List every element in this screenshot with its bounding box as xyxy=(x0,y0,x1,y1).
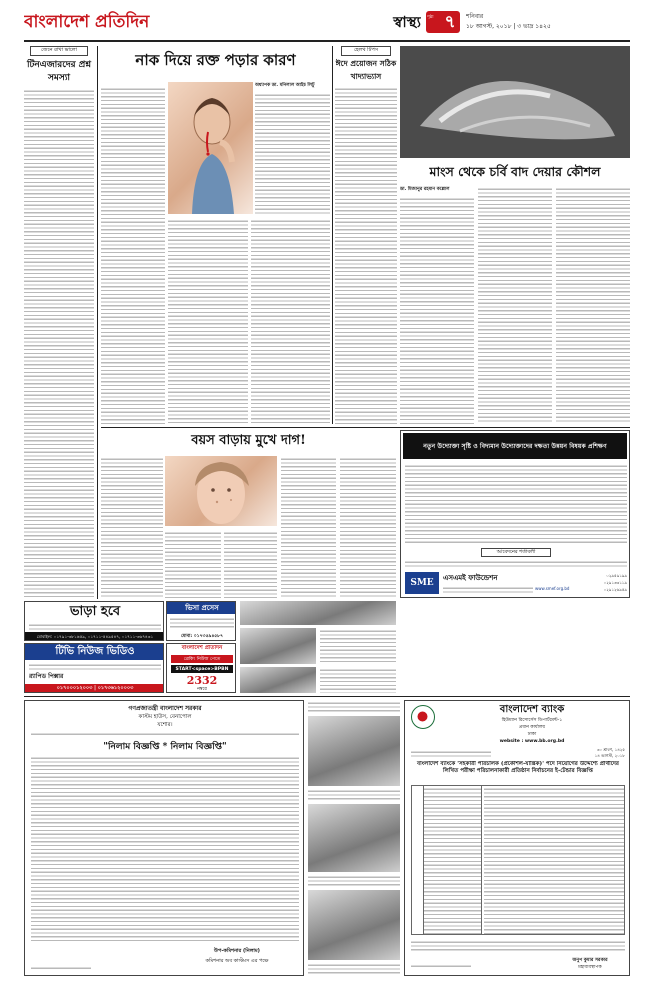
aging-article xyxy=(101,430,396,598)
customs-tender xyxy=(24,700,304,976)
bank-tender xyxy=(404,700,630,976)
brand-logo: বাংলাদেশ প্রতিদিন xyxy=(24,12,150,32)
sme-phone-3: ০২৯১২৬৯৫৯ xyxy=(603,587,627,592)
tvc-phone: ০১৭০০০১২০০৩ | ০১৭৩৬১২০০০৩ xyxy=(25,684,164,693)
lower-news-photo-3 xyxy=(308,890,400,960)
bank-date-2: ১৪ আগস্ট, ২০১৮ xyxy=(594,753,625,758)
rent-phone: মোবাইল: ০১৭৯১-৩৮১৬৫৯, ০১৭১১-৫৪৯৫৪৭, ০১৭১১-৩৬৭৪৩১ xyxy=(25,632,164,641)
visa-phone: মোবা: ০১৭৩৫৯৪৫৮৭ xyxy=(180,633,224,639)
bank-name: বাংলাদেশ ব্যাংক xyxy=(499,704,565,715)
bp-brand: বাংলাদেশ প্রতিদিন xyxy=(181,645,223,651)
aging-text-col-2 xyxy=(165,530,221,598)
face-photo xyxy=(165,456,277,526)
left-body-text xyxy=(24,88,94,599)
training-title: নতুন উদ্যোক্তা সৃষ্টি ও বিদ্যমান উদ্যোক্তাদের দক্ষতা উন্নয়ন বিষয়ক প্রশিক্ষণ xyxy=(403,433,627,459)
main-text-col-2 xyxy=(255,92,330,214)
page-number: ৭ xyxy=(444,12,456,32)
tender-signer: উপ-কমিশনার (নিলাম) xyxy=(214,948,260,954)
visa-desc xyxy=(170,616,234,630)
fat-text-col-2 xyxy=(478,186,552,424)
tender-office: কাস্টম হাউস, বেনাপোল xyxy=(138,714,192,720)
tvc-brand: র‍্যাপিড পিক্সার xyxy=(29,673,64,680)
page-badge xyxy=(426,11,460,33)
bank-footnote xyxy=(411,939,625,953)
event-caption-2 xyxy=(320,667,396,693)
lower-rule xyxy=(24,696,630,697)
rent-desc xyxy=(29,622,161,630)
tender-title: "নিলাম বিজ্ঞপ্তি * নিলাম বিজ্ঞপ্তি" xyxy=(103,741,227,752)
training-body xyxy=(405,463,627,545)
bp-sms: START<space>BPBN xyxy=(171,665,233,673)
bank-date-1: ৩০ শ্রাবণ, ১৪২৫ xyxy=(596,747,625,752)
aging-title: বয়স বাড়ায় মুখে দাগ! xyxy=(191,433,306,448)
tvc-desc xyxy=(29,662,161,671)
meat-photo xyxy=(400,46,630,158)
health-tips-article xyxy=(335,46,397,424)
lower-news-text-2 xyxy=(308,788,400,802)
sme-website[interactable]: www.smef.org.bd xyxy=(535,586,570,591)
sme-phone-1: ০২৯৫৯১৯৯ xyxy=(606,573,627,578)
bank-table-col-value xyxy=(484,786,625,935)
breaking-news-ad xyxy=(166,643,236,693)
bank-table xyxy=(411,785,625,935)
rent-ad xyxy=(24,601,164,641)
bank-logo xyxy=(411,705,435,729)
sme-org-name: এসএমই ফাউন্ডেশন xyxy=(443,573,498,582)
left-column-article xyxy=(24,46,94,599)
visa-ad xyxy=(166,601,236,641)
mid-rule xyxy=(101,427,630,428)
tender-ref xyxy=(31,731,299,737)
tvc-ad xyxy=(24,643,164,693)
lower-news-photo-2 xyxy=(308,804,400,872)
photo-news-block xyxy=(240,601,396,693)
tvc-title: টিভি নিউজ ভিডিও xyxy=(25,644,164,660)
bank-signer-name: অনুপ কুমার সরকার xyxy=(572,958,608,963)
main-article xyxy=(101,46,330,424)
left-title: টিনএজারদের প্রশ্ন সমস্যা xyxy=(26,60,92,83)
bank-office: প্রধান কার্যালয় xyxy=(518,725,546,730)
fat-article-title: মাংস থেকে চর্বি বাদ দেয়ার কৌশল xyxy=(429,164,601,179)
health-tips-title: ঈদে প্রয়োজন সঠিক খাদ্যাভ্যাস xyxy=(335,59,397,81)
event-photo-3 xyxy=(240,667,316,693)
health-tips-tag: হেলথ টিপস xyxy=(341,46,391,56)
bank-title: বাংলাদেশ ব্যাংকে 'সহকারী পরিচালক (প্রকৌশল-যান্ত্রিক)' পদে নিয়োগের উদ্দেশ্যে প্রার্থীদের লিখিত পরীক্ষা পরিচালনাকারী প্রতিষ্ঠান নির্বাচনের ই-টেন্ডার বিজ্ঞপ্তি xyxy=(417,761,619,775)
health-tips-body xyxy=(335,86,397,424)
event-photo-2 xyxy=(240,628,316,664)
lower-news-photo-1 xyxy=(308,716,400,786)
bank-dept: হিউম্যান রিসোর্সেস ডিপার্টমেন্ট-১ xyxy=(501,718,563,723)
aging-text-col-1 xyxy=(101,456,163,598)
main-byline: অধ্যাপক ডা. মনিলাল আইচ লিটু xyxy=(255,83,315,88)
lower-news-text-1 xyxy=(308,700,400,714)
tender-code xyxy=(31,965,91,971)
left-tag: জেনে রাখা ভালো xyxy=(30,46,88,56)
lower-news-text-4 xyxy=(308,962,400,976)
training-ad xyxy=(400,430,630,598)
tender-district: যশোর। xyxy=(157,722,173,728)
aging-text-col-5 xyxy=(340,456,396,598)
event-caption-1 xyxy=(320,628,396,664)
main-article-title: নাক দিয়ে রক্ত পড়ার কারণ xyxy=(135,51,296,69)
center-divider xyxy=(332,46,333,424)
masthead-rule xyxy=(24,40,630,42)
bank-city: ঢাকা xyxy=(527,732,537,737)
bp-number: 2332 xyxy=(186,674,218,686)
main-text-col-4 xyxy=(251,218,330,424)
bp-news: ব্রেকিং নিউজ পেতে xyxy=(171,655,233,663)
page-word: পৃষ্ঠা xyxy=(427,14,434,19)
aging-text-col-3 xyxy=(224,530,277,598)
event-photo-1 xyxy=(240,601,396,625)
sme-phone-2: ০২৯১৩৩১১৯ xyxy=(603,580,627,585)
masthead xyxy=(24,8,630,38)
tender-body xyxy=(31,755,299,941)
section-title: স্বাস্থ্য xyxy=(393,13,421,31)
fat-text-col-3 xyxy=(556,186,630,424)
visa-title: ভিসা প্রসেস xyxy=(167,602,236,614)
tender-signer-office: কমিশনার অব কাস্টমস এর পক্ষে xyxy=(205,958,269,964)
tender-govt: গণপ্রজাতন্ত্রী বাংলাদেশ সরকার xyxy=(128,705,202,712)
nosebleed-illustration xyxy=(168,82,253,214)
aging-text-col-4 xyxy=(281,456,336,598)
bank-table-col-label xyxy=(424,786,482,935)
bank-ref xyxy=(411,749,491,757)
training-apply-heading: আবেদনের শর্তাবলী xyxy=(481,548,551,557)
sme-logo: SME xyxy=(405,572,439,594)
weekday: শনিবার xyxy=(466,13,484,20)
lower-news-column xyxy=(308,700,400,976)
bp-number-label: নম্বরে xyxy=(197,687,207,692)
rent-title: ভাড়া হবে xyxy=(69,603,121,619)
lower-news-text-3 xyxy=(308,874,400,888)
main-text-col-3 xyxy=(168,218,248,424)
main-text-col-1 xyxy=(101,86,165,424)
fat-byline: ডা. মিজানুর রহমান কল্লোল xyxy=(400,187,450,192)
sme-address xyxy=(443,585,533,593)
bank-signer-title: মহাব্যবস্থাপক xyxy=(578,965,602,970)
bank-code xyxy=(411,963,471,969)
left-col-divider xyxy=(97,46,98,599)
issue-date: ১৮ আগস্ট, ২০১৮ | ৩ ভাদ্র ১৪২৫ xyxy=(466,23,551,30)
fat-text-col-1 xyxy=(400,196,474,424)
bank-website[interactable]: website : www.bb.org.bd xyxy=(499,739,565,744)
bank-table-col-sn xyxy=(412,786,424,935)
training-conditions xyxy=(405,559,627,569)
